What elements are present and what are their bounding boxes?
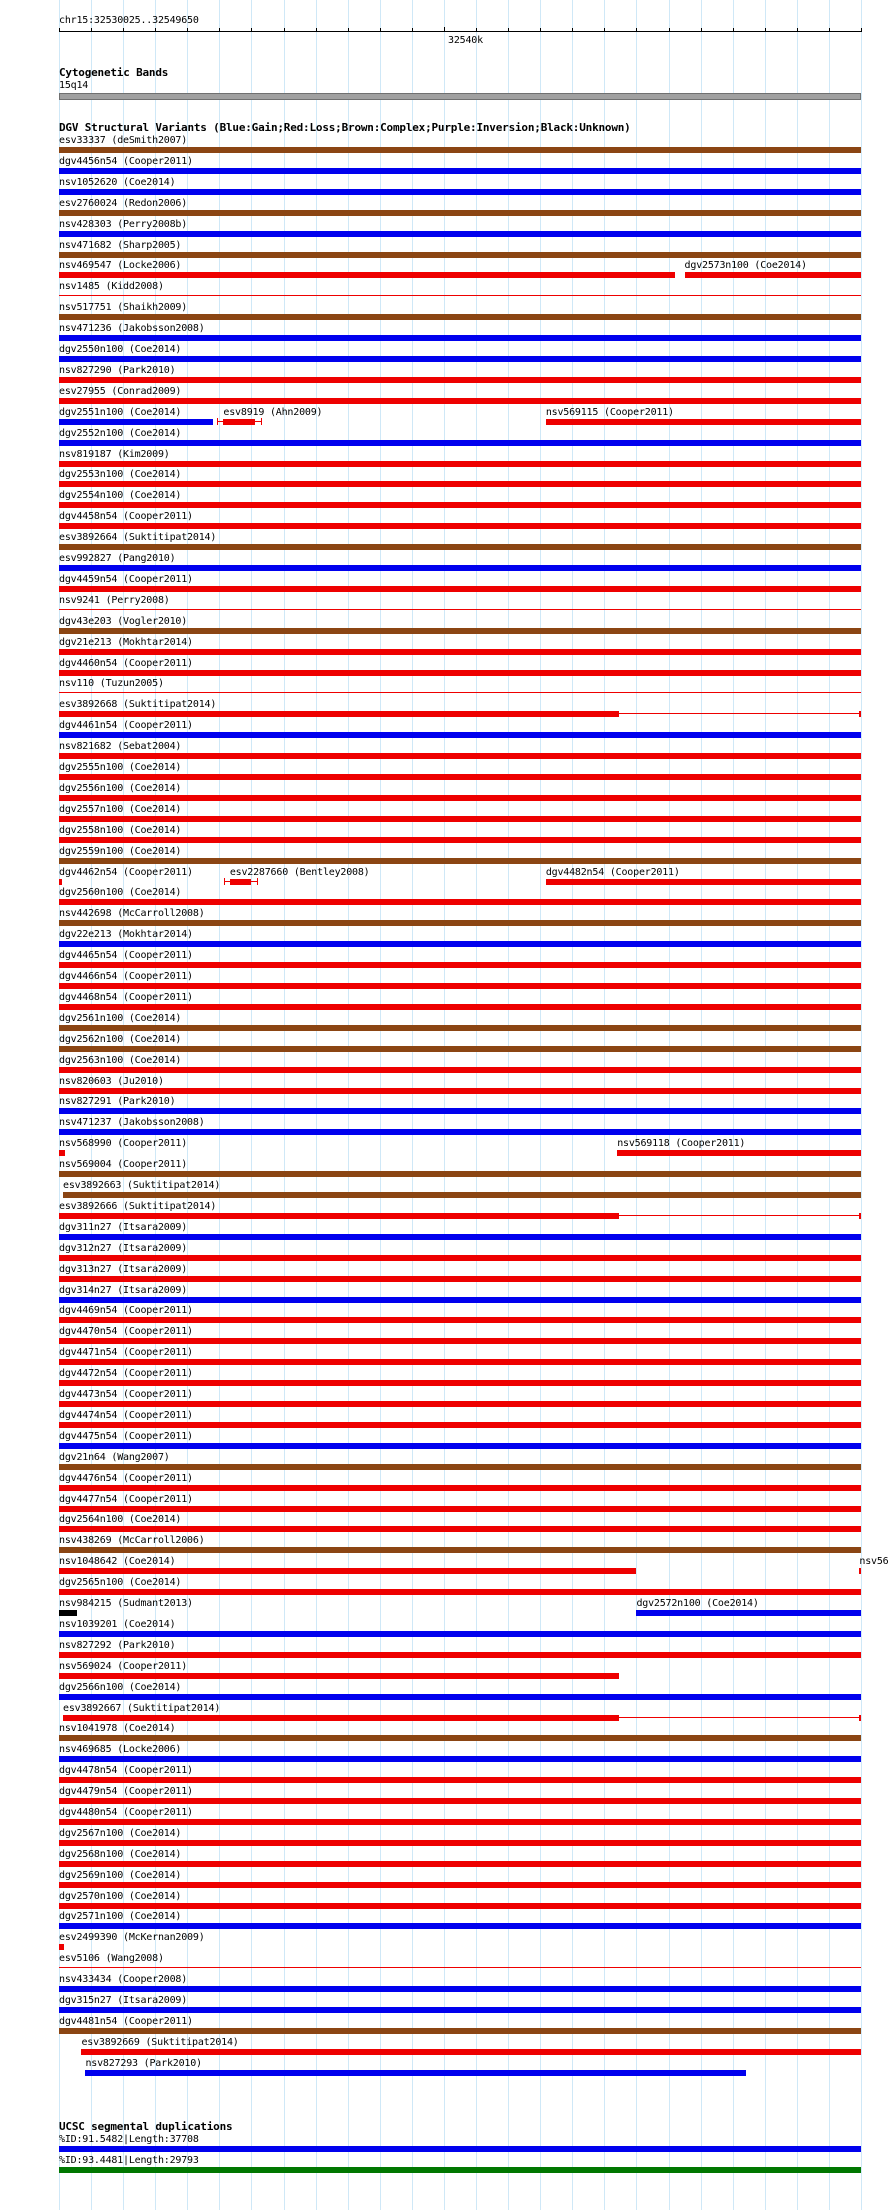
variant-bar[interactable] (59, 1652, 861, 1658)
variant-bar[interactable] (59, 1861, 861, 1867)
variant-bar[interactable] (59, 586, 861, 592)
grid-line (316, 0, 317, 2210)
variant-label: dgv4475n54 (Cooper2011) (59, 1431, 193, 1442)
variant-label: dgv2568n100 (Coe2014) (59, 1849, 182, 1860)
grid-line (829, 0, 830, 2210)
variant-label: esv27955 (Conrad2009) (59, 386, 182, 397)
variant-label: nsv1048642 (Coe2014) (59, 1556, 176, 1567)
variant-label: dgv2552n100 (Coe2014) (59, 428, 182, 439)
variant-label: dgv43e203 (Vogler2010) (59, 616, 188, 627)
variant-label: nsv1485 (Kidd2008) (59, 281, 164, 292)
ruler-tick (284, 28, 285, 32)
variant-label: nsv827291 (Park2010) (59, 1096, 176, 1107)
variant-bar[interactable] (63, 1192, 861, 1198)
variant-label: esv2760024 (Redon2006) (59, 198, 188, 209)
variant-bar[interactable] (685, 272, 861, 278)
variant-label: nsv569118 (Cooper2011) (617, 1138, 746, 1149)
variant-label: dgv4472n54 (Cooper2011) (59, 1368, 193, 1379)
variant-end-cap (859, 1715, 861, 1721)
ruler-tick (348, 28, 349, 32)
variant-label: dgv2565n100 (Coe2014) (59, 1577, 182, 1588)
variant-label: nsv442698 (McCarroll2008) (59, 908, 205, 919)
variant-whisker-cap (261, 418, 262, 425)
variant-bar[interactable] (59, 670, 861, 676)
variant-label: dgv22e213 (Mokhtar2014) (59, 929, 193, 940)
variant-bar[interactable] (59, 1610, 77, 1616)
variant-end-cap (859, 711, 861, 717)
grid-line (733, 0, 734, 2210)
variant-label: nsv9241 (Perry2008) (59, 595, 170, 606)
ruler-tick (765, 28, 766, 32)
variant-bar[interactable] (546, 419, 861, 425)
variant-bar[interactable] (59, 1882, 861, 1888)
variant-bar[interactable] (59, 649, 861, 655)
variant-bar[interactable] (59, 1673, 619, 1679)
variant-label: nsv819187 (Kim2009) (59, 449, 170, 460)
variant-label: dgv2571n100 (Coe2014) (59, 1911, 182, 1922)
variant-bar[interactable] (59, 858, 861, 864)
segdup-bar-1[interactable] (59, 2146, 861, 2152)
variant-label: dgv4473n54 (Cooper2011) (59, 1389, 193, 1400)
ruler-tick (508, 28, 509, 32)
variant-bar[interactable] (59, 1380, 861, 1386)
variant-bar[interactable] (59, 189, 861, 195)
variant-label: dgv2554n100 (Coe2014) (59, 490, 182, 501)
variant-label: nsv569004 (Cooper2011) (59, 1159, 188, 1170)
variant-label: esv3892664 (Suktitipat2014) (59, 532, 217, 543)
grid-line (284, 0, 285, 2210)
variant-label: nsv433434 (Cooper2008) (59, 1974, 188, 1985)
variant-bar[interactable] (59, 1944, 64, 1950)
ruler-center-label: 32540k (448, 35, 483, 46)
variant-label: dgv4481n54 (Cooper2011) (59, 2016, 193, 2027)
variant-bar[interactable] (59, 2007, 861, 2013)
variant-label: esv33337 (deSmith2007) (59, 135, 188, 146)
variant-label: dgv4456n54 (Cooper2011) (59, 156, 193, 167)
variant-label: nsv110 (Tuzun2005) (59, 678, 164, 689)
variant-label: dgv4480n54 (Cooper2011) (59, 1807, 193, 1818)
variant-label: dgv2569n100 (Coe2014) (59, 1870, 182, 1881)
variant-label: nsv820603 (Ju2010) (59, 1076, 164, 1087)
variant-label: dgv2573n100 (Coe2014) (684, 260, 807, 271)
variant-label: dgv4478n54 (Cooper2011) (59, 1765, 193, 1776)
variant-bar[interactable] (59, 314, 861, 320)
variant-bar[interactable] (59, 440, 861, 446)
dgv-track-title: DGV Structural Variants (Blue:Gain;Red:Loss;Brown:Complex;Purple:Inversion;Black:Unknown) (59, 121, 631, 134)
variant-label: nsv569024 (Cooper2011) (59, 1661, 188, 1672)
ruler-position-label: chr15:32530025..32549650 (59, 15, 199, 26)
variant-bar[interactable] (59, 461, 861, 467)
variant-label: nsv56 (859, 1556, 889, 1567)
variant-bar[interactable] (59, 1067, 861, 1073)
variant-label: nsv438269 (McCarroll2006) (59, 1535, 205, 1546)
variant-bar[interactable] (59, 1108, 861, 1114)
variant-label: esv3892663 (Suktitipat2014) (63, 1180, 221, 1191)
variant-label: nsv471236 (Jakobsson2008) (59, 323, 205, 334)
ruler-tick (123, 28, 124, 32)
variant-label: nsv569115 (Cooper2011) (545, 407, 674, 418)
variant-bar[interactable] (59, 1129, 861, 1135)
variant-label: dgv312n27 (Itsara2009) (59, 1243, 188, 1254)
variant-bar[interactable] (59, 544, 861, 550)
variant-bar[interactable] (59, 272, 675, 278)
variant-whisker-cap (217, 418, 218, 425)
variant-bar[interactable] (59, 2028, 861, 2034)
variant-bar[interactable] (63, 1715, 619, 1721)
variant-label: nsv827292 (Park2010) (59, 1640, 176, 1651)
cytoband-bar[interactable] (59, 93, 861, 100)
grid-line (797, 0, 798, 2210)
variant-label: esv3892667 (Suktitipat2014) (63, 1703, 221, 1714)
variant-bar[interactable] (59, 1547, 861, 1553)
grid-line (765, 0, 766, 2210)
grid-line (701, 0, 702, 2210)
variant-bar[interactable] (59, 983, 861, 989)
variant-bar[interactable] (546, 879, 861, 885)
variant-label: dgv315n27 (Itsara2009) (59, 1995, 188, 2006)
ruler-tick (636, 28, 637, 32)
variant-bar[interactable] (59, 1171, 861, 1177)
variant-label: nsv568990 (Cooper2011) (59, 1138, 188, 1149)
variant-bar[interactable] (59, 1088, 861, 1094)
variant-label: dgv2551n100 (Coe2014) (59, 407, 182, 418)
variant-bar[interactable] (59, 502, 861, 508)
variant-whisker-cap (257, 878, 258, 885)
grid-line (572, 0, 573, 2210)
variant-bar[interactable] (59, 774, 861, 780)
grid-line (219, 0, 220, 2210)
variant-bar[interactable] (59, 879, 62, 885)
variant-bar[interactable] (59, 692, 861, 693)
variant-label: dgv2555n100 (Coe2014) (59, 762, 182, 773)
ruler-tick (412, 28, 413, 32)
ruler-tick (669, 28, 670, 32)
variant-label: dgv2560n100 (Coe2014) (59, 887, 182, 898)
variant-label: nsv471237 (Jakobsson2008) (59, 1117, 205, 1128)
variant-label: dgv2561n100 (Coe2014) (59, 1013, 182, 1024)
variant-bar[interactable] (59, 1234, 861, 1240)
variant-extension-line (619, 713, 861, 714)
variant-bar[interactable] (59, 168, 861, 174)
variant-bar[interactable] (230, 879, 252, 885)
ruler-tick (444, 27, 445, 32)
variant-label: dgv4469n54 (Cooper2011) (59, 1305, 193, 1316)
variant-label: esv3892666 (Suktitipat2014) (59, 1201, 217, 1212)
variant-label: dgv4459n54 (Cooper2011) (59, 574, 193, 585)
variant-label: esv2287660 (Bentley2008) (229, 867, 370, 878)
variant-label: dgv4461n54 (Cooper2011) (59, 720, 193, 731)
segdup-label-2: %ID:93.4481|Length:29793 (59, 2155, 199, 2166)
variant-bar[interactable] (59, 147, 861, 153)
variant-bar[interactable] (59, 837, 861, 843)
variant-label: esv992827 (Pang2010) (59, 553, 176, 564)
variant-bar[interactable] (59, 795, 861, 801)
variant-bar[interactable] (59, 1923, 861, 1929)
variant-label: dgv2563n100 (Coe2014) (59, 1055, 182, 1066)
variant-label: esv8919 (Ahn2009) (223, 407, 323, 418)
variant-bar[interactable] (59, 1025, 861, 1031)
variant-label: esv5106 (Wang2008) (59, 1953, 164, 1964)
grid-line (380, 0, 381, 2210)
variant-label: nsv821682 (Sebat2004) (59, 741, 182, 752)
variant-bar[interactable] (59, 753, 861, 759)
variant-bar[interactable] (85, 2070, 746, 2076)
variant-label: dgv2558n100 (Coe2014) (59, 825, 182, 836)
variant-label: dgv2559n100 (Coe2014) (59, 846, 182, 857)
ruler-tick (380, 28, 381, 32)
variant-bar[interactable] (59, 1506, 861, 1512)
variant-label: dgv2564n100 (Coe2014) (59, 1514, 182, 1525)
variant-label: dgv313n27 (Itsara2009) (59, 1264, 188, 1275)
variant-label: nsv428303 (Perry2008b) (59, 219, 188, 230)
variant-bar[interactable] (59, 231, 861, 237)
grid-line (861, 0, 862, 2210)
variant-bar[interactable] (59, 1297, 861, 1303)
variant-label: dgv21e213 (Mokhtar2014) (59, 637, 193, 648)
variant-bar[interactable] (59, 1401, 861, 1407)
variant-label: nsv469547 (Locke2006) (59, 260, 182, 271)
variant-bar[interactable] (636, 1610, 861, 1616)
variant-extension-line (619, 1215, 861, 1216)
variant-bar[interactable] (59, 628, 861, 634)
variant-label: dgv4470n54 (Cooper2011) (59, 1326, 193, 1337)
variant-label: dgv4465n54 (Cooper2011) (59, 950, 193, 961)
cytoband-label: 15q14 (59, 80, 89, 91)
variant-label: nsv1052620 (Coe2014) (59, 177, 176, 188)
variant-label: dgv4462n54 (Cooper2011) (59, 867, 193, 878)
variant-label: dgv4476n54 (Cooper2011) (59, 1473, 193, 1484)
variant-label: nsv984215 (Sudmant2013) (59, 1598, 193, 1609)
variant-bar[interactable] (59, 1568, 636, 1574)
ruler-tick (861, 28, 862, 32)
variant-label: dgv21n64 (Wang2007) (59, 1452, 170, 1463)
variant-bar[interactable] (59, 711, 619, 717)
grid-line (604, 0, 605, 2210)
variant-label: nsv1039201 (Coe2014) (59, 1619, 176, 1630)
ruler-tick (733, 28, 734, 32)
variant-bar[interactable] (59, 1422, 861, 1428)
variant-bar[interactable] (59, 1004, 861, 1010)
variant-bar[interactable] (59, 1986, 861, 1992)
variant-bar[interactable] (59, 252, 861, 258)
variant-bar[interactable] (59, 1526, 861, 1532)
variant-label: dgv2553n100 (Coe2014) (59, 469, 182, 480)
variant-bar[interactable] (59, 1819, 861, 1825)
variant-label: dgv314n27 (Itsara2009) (59, 1285, 188, 1296)
grid-line (508, 0, 509, 2210)
variant-bar[interactable] (59, 1359, 861, 1365)
variant-bar[interactable] (59, 565, 861, 571)
variant-label: dgv311n27 (Itsara2009) (59, 1222, 188, 1233)
variant-bar[interactable] (59, 1735, 861, 1741)
variant-bar[interactable] (59, 1485, 861, 1491)
segdup-label-1: %ID:91.5482|Length:37708 (59, 2134, 199, 2145)
variant-bar[interactable] (59, 920, 861, 926)
variant-label: dgv2567n100 (Coe2014) (59, 1828, 182, 1839)
grid-line (444, 0, 445, 2210)
variant-label: nsv827293 (Park2010) (85, 2058, 202, 2069)
ruler-tick (604, 28, 605, 32)
variant-bar[interactable] (59, 609, 861, 610)
ruler-tick (316, 28, 317, 32)
variant-label: dgv4482n54 (Cooper2011) (545, 867, 680, 878)
variant-label: dgv4460n54 (Cooper2011) (59, 658, 193, 669)
variant-label: dgv4474n54 (Cooper2011) (59, 1410, 193, 1421)
variant-label: nsv471682 (Sharp2005) (59, 240, 182, 251)
variant-bar[interactable] (59, 523, 861, 529)
segdup-track-title: UCSC segmental duplications (59, 2120, 233, 2133)
variant-bar[interactable] (59, 1255, 861, 1261)
variant-bar[interactable] (59, 398, 861, 404)
ruler-tick (219, 28, 220, 32)
variant-whisker-cap (224, 878, 225, 885)
variant-label: dgv2550n100 (Coe2014) (59, 344, 182, 355)
variant-bar[interactable] (59, 295, 861, 296)
variant-label: nsv1041978 (Coe2014) (59, 1723, 176, 1734)
variant-label: dgv2572n100 (Coe2014) (636, 1598, 759, 1609)
ruler-tick (701, 28, 702, 32)
variant-label: dgv4466n54 (Cooper2011) (59, 971, 193, 982)
variant-bar[interactable] (59, 816, 861, 822)
variant-bar[interactable] (59, 210, 861, 216)
variant-label: esv3892668 (Suktitipat2014) (59, 699, 217, 710)
ruler-tick (155, 28, 156, 32)
variant-label: dgv4468n54 (Cooper2011) (59, 992, 193, 1003)
grid-line (476, 0, 477, 2210)
variant-bar[interactable] (223, 419, 255, 425)
variant-bar[interactable] (59, 1589, 861, 1595)
variant-bar[interactable] (59, 377, 861, 383)
variant-label: dgv4458n54 (Cooper2011) (59, 511, 193, 522)
variant-bar[interactable] (59, 1276, 861, 1282)
variant-bar[interactable] (59, 732, 861, 738)
grid-line (669, 0, 670, 2210)
variant-label: esv2499390 (McKernan2009) (59, 1932, 205, 1943)
grid-line (636, 0, 637, 2210)
ruler-tick (59, 28, 60, 32)
variant-label: nsv469685 (Locke2006) (59, 1744, 182, 1755)
variant-bar[interactable] (59, 419, 213, 425)
ruler-tick (797, 28, 798, 32)
variant-bar[interactable] (81, 2049, 861, 2055)
variant-bar[interactable] (59, 1338, 861, 1344)
cytoband-track-title: Cytogenetic Bands (59, 66, 169, 79)
variant-label: nsv517751 (Shaikh2009) (59, 302, 188, 313)
variant-bar[interactable] (59, 1967, 861, 1968)
ruler-axis (59, 31, 861, 32)
variant-label: dgv2562n100 (Coe2014) (59, 1034, 182, 1045)
variant-label: dgv4477n54 (Cooper2011) (59, 1494, 193, 1505)
variant-label: dgv4471n54 (Cooper2011) (59, 1347, 193, 1358)
variant-label: dgv4479n54 (Cooper2011) (59, 1786, 193, 1797)
ruler-tick (829, 28, 830, 32)
ruler-tick (251, 28, 252, 32)
variant-bar[interactable] (59, 1694, 861, 1700)
ruler-tick (540, 28, 541, 32)
variant-bar[interactable] (59, 335, 861, 341)
variant-bar[interactable] (59, 899, 861, 905)
variant-bar[interactable] (617, 1150, 861, 1156)
variant-bar[interactable] (59, 1443, 861, 1449)
grid-line (540, 0, 541, 2210)
variant-bar[interactable] (59, 481, 861, 487)
variant-label: dgv2566n100 (Coe2014) (59, 1682, 182, 1693)
variant-bar[interactable] (59, 1903, 861, 1909)
ruler-tick (572, 28, 573, 32)
variant-extension-line (619, 1717, 861, 1718)
variant-label: esv3892669 (Suktitipat2014) (81, 2037, 239, 2048)
variant-label: dgv2557n100 (Coe2014) (59, 804, 182, 815)
variant-bar[interactable] (59, 1150, 65, 1156)
variant-bar[interactable] (59, 356, 861, 362)
ruler-tick (91, 28, 92, 32)
variant-bar[interactable] (59, 1317, 861, 1323)
variant-bar[interactable] (59, 1798, 861, 1804)
grid-line (412, 0, 413, 2210)
ruler-tick (187, 28, 188, 32)
variant-bar[interactable] (59, 1631, 861, 1637)
variant-bar[interactable] (59, 1756, 861, 1762)
variant-bar[interactable] (59, 1840, 861, 1846)
variant-bar[interactable] (59, 1464, 861, 1470)
segdup-bar-2[interactable] (59, 2167, 861, 2173)
variant-bar[interactable] (59, 1046, 861, 1052)
grid-line (348, 0, 349, 2210)
variant-end-cap (859, 1213, 861, 1219)
variant-bar[interactable] (859, 1568, 861, 1574)
grid-line (251, 0, 252, 2210)
variant-label: nsv827290 (Park2010) (59, 365, 176, 376)
variant-label: dgv2570n100 (Coe2014) (59, 1891, 182, 1902)
ruler-tick (476, 28, 477, 32)
variant-bar[interactable] (59, 962, 861, 968)
variant-bar[interactable] (59, 941, 861, 947)
variant-label: dgv2556n100 (Coe2014) (59, 783, 182, 794)
variant-bar[interactable] (59, 1777, 861, 1783)
variant-bar[interactable] (59, 1213, 619, 1219)
